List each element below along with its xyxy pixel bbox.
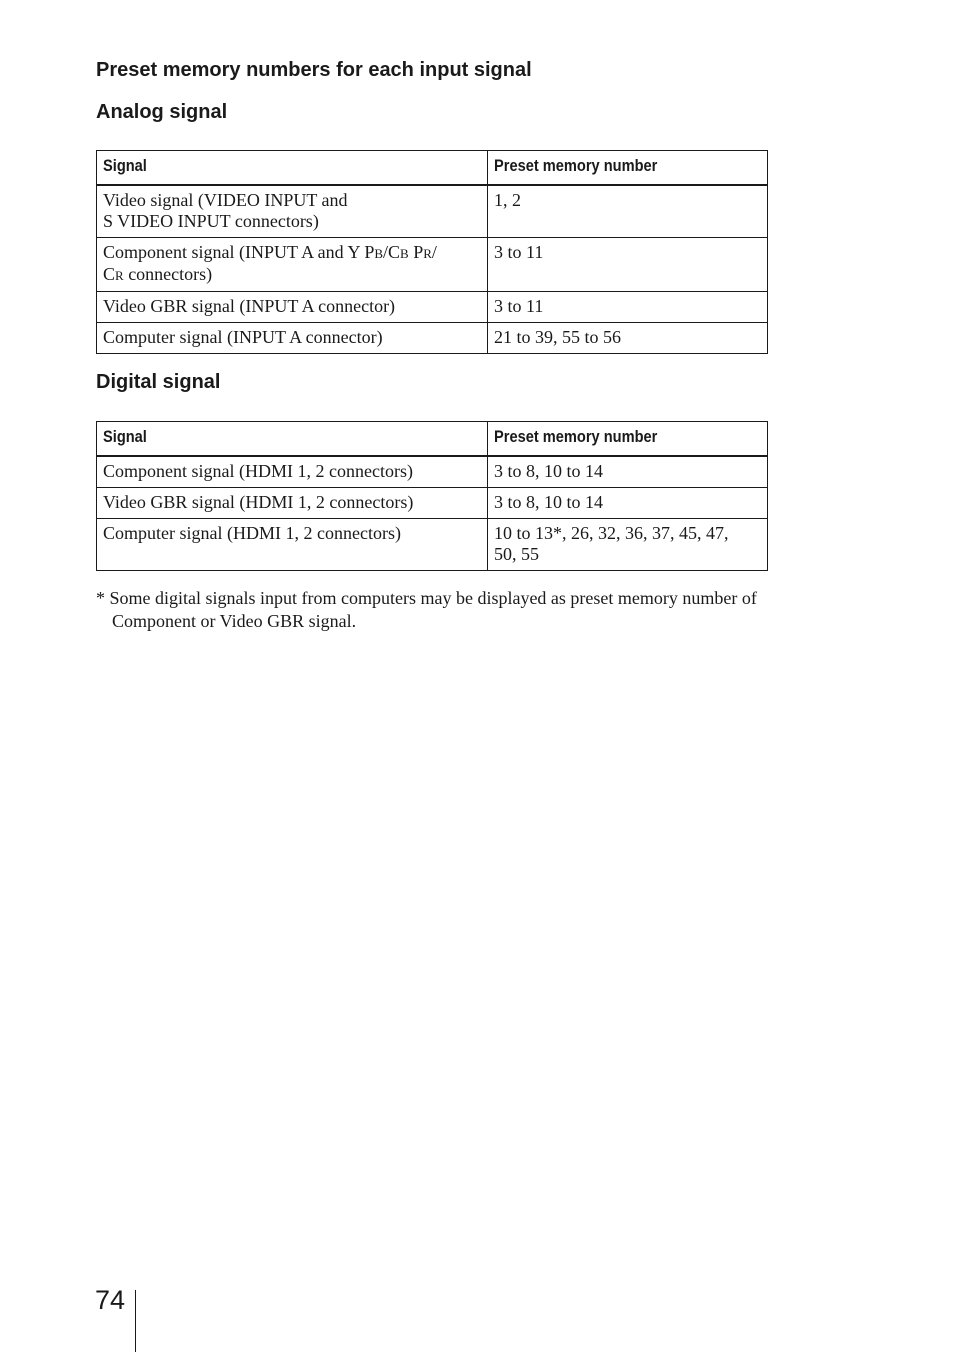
preset-cell: 3 to 8, 10 to 14	[488, 488, 768, 519]
page-number: 74	[95, 1285, 126, 1315]
table-row	[97, 519, 768, 571]
table-header-row	[97, 151, 768, 186]
analog-table	[96, 150, 768, 354]
signal-cell: Video signal (VIDEO INPUT and S VIDEO INPUT connectors)	[97, 185, 488, 238]
table-row	[97, 292, 768, 323]
table-row	[97, 238, 768, 292]
table-header-row	[97, 422, 768, 457]
column-header-preset: Preset memory number	[488, 422, 768, 457]
preset-cell: 21 to 39, 55 to 56	[488, 323, 768, 354]
page-divider	[135, 1290, 136, 1352]
signal-cell: Video GBR signal (HDMI 1, 2 connectors)	[97, 488, 488, 519]
preset-cell: 3 to 8, 10 to 14	[488, 456, 768, 488]
signal-cell: Computer signal (HDMI 1, 2 connectors)	[97, 519, 488, 571]
table-row	[97, 456, 768, 488]
preset-cell: 3 to 11	[488, 238, 768, 292]
analog-heading: Analog signal	[96, 101, 228, 123]
column-header-signal: Signal	[97, 151, 488, 186]
table-row	[97, 185, 768, 238]
digital-table	[96, 421, 768, 571]
section-title: Preset memory numbers for each input signal	[96, 59, 532, 81]
signal-cell: Component signal (HDMI 1, 2 connectors)	[97, 456, 488, 488]
table-row	[97, 488, 768, 519]
signal-cell: Computer signal (INPUT A connector)	[97, 323, 488, 354]
preset-cell: 1, 2	[488, 185, 768, 238]
column-header-signal: Signal	[97, 422, 488, 457]
digital-heading: Digital signal	[96, 371, 221, 393]
column-header-preset: Preset memory number	[488, 151, 768, 186]
preset-cell: 3 to 11	[488, 292, 768, 323]
signal-cell: Component signal (INPUT A and Y PB/CB PR/ CR connectors)	[97, 238, 488, 292]
signal-cell: Video GBR signal (INPUT A connector)	[97, 292, 488, 323]
table-row	[97, 323, 768, 354]
footnote: * Some digital signals input from computers may be displayed as preset memory number of Component or Video GBR signal.	[96, 588, 757, 631]
preset-cell: 10 to 13*, 26, 32, 36, 37, 45, 47, 50, 55	[488, 519, 768, 571]
